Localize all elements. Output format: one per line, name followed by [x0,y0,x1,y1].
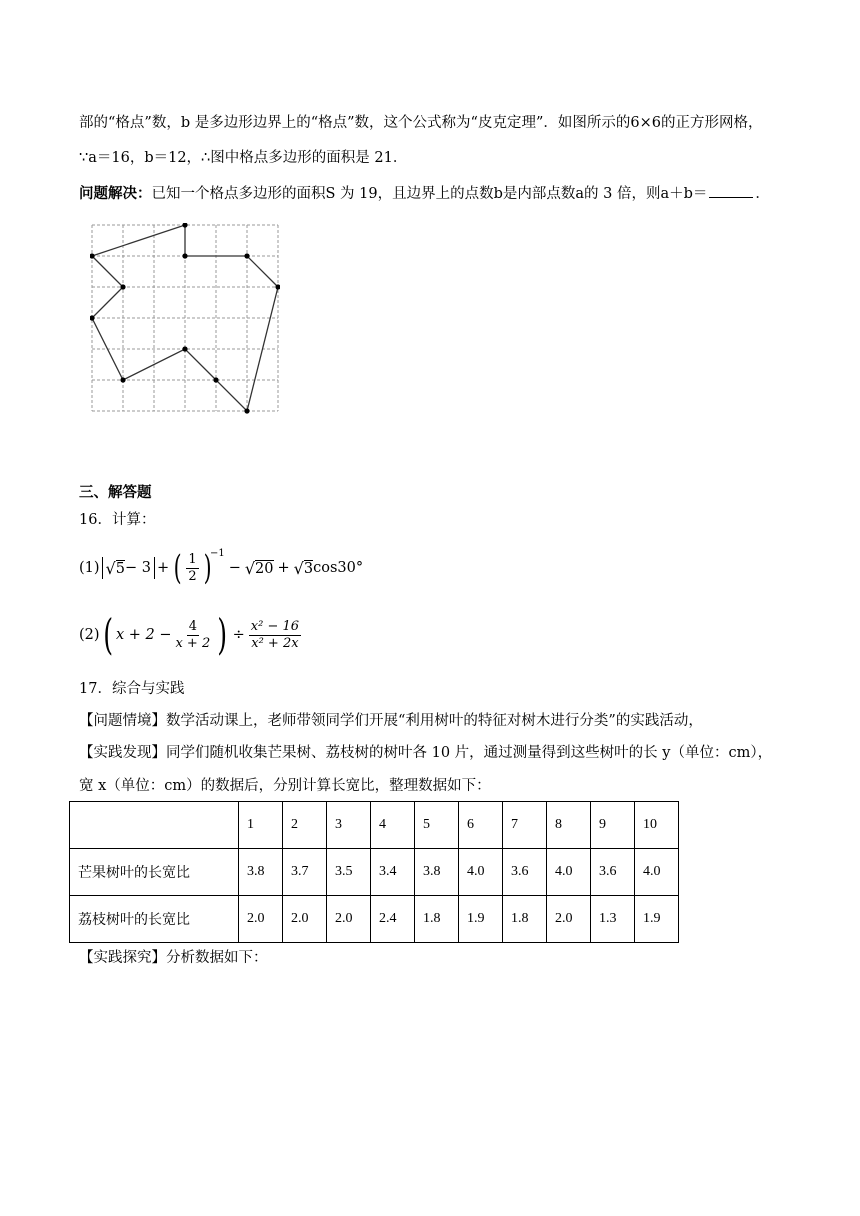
right-paren: ) [217,610,228,659]
table-cell: 3 [327,802,371,849]
q16-part2-index: (2) [79,627,100,643]
lattice-polygon-figure [90,223,280,415]
sqrt5-radicand: 5 [115,560,125,577]
minus-sign: − [228,560,241,576]
rational-fraction [249,620,301,650]
table-cell: 1.3 [591,896,635,943]
table-cell: 3.5 [327,849,371,896]
cos-term: cos30° [313,560,364,576]
table-cell: 1.9 [635,896,679,943]
four-over-x-plus-2 [173,620,212,650]
table-cell: 2.4 [371,896,415,943]
problem-statement [79,182,770,203]
fraction-numerator: x² − 16 [250,618,300,634]
q16-part1-expression: (1) √ 5 − 3 + ( $\frac{1}{2}$ ) −1 − √ 20 + √ 3 cos30° [79,548,364,588]
table-header-row [70,802,679,849]
table-cell: 9 [591,802,635,849]
q17-label: 17．综合与实践 [79,681,185,697]
table-cell: 3.6 [503,849,547,896]
table-cell: 1.9 [459,896,503,943]
q16-part2-expression [79,612,303,658]
lattice-vertex [182,253,187,258]
minus-three: − 3 [124,560,151,576]
sqrt3-radicand: 3 [303,560,314,577]
exponent: −1 [209,548,225,559]
table-cell: 4 [371,802,415,849]
left-paren: ( [173,548,182,588]
table-row [70,896,679,943]
table-cell: 3.8 [239,849,283,896]
table-cell: 3.4 [371,849,415,896]
table-cell: 3.8 [415,849,459,896]
q16-part1-index: (1) [79,560,100,576]
fraction-denominator: 2 [188,568,197,584]
fraction-numerator: 4 [188,618,197,634]
table-cell: 2.0 [547,896,591,943]
table-cell: 2.0 [327,896,371,943]
table-cell: 2.0 [283,896,327,943]
q17-discovery-line-2: 宽 x（单位：cm）的数据后，分别计算长宽比，整理数据如下： [79,778,491,794]
x-plus-2-term: x + 2 − [115,627,172,643]
divide-sign: ÷ [232,627,245,643]
table-cell: 3.7 [283,849,327,896]
intro-line-1: 部的“格点”数，b 是多边形边界上的“格点”数，这个公式称为“皮克定理”．如图所示的6×6的正方形网格， [79,115,763,131]
section-title: 三、解答题 [79,484,152,501]
plus-sign: + [156,560,170,576]
table-cell: 5 [415,802,459,849]
intro-line-2: ∵a＝16，b＝12，∴图中格点多边形的面积是 21． [79,150,408,166]
problem-end: ． [755,186,770,202]
table-cell: 3.6 [591,849,635,896]
half-fraction [186,553,198,583]
lattice-vertex [213,377,218,382]
table-cell: 1.8 [415,896,459,943]
table-cell: 4.0 [635,849,679,896]
lattice-vertex [244,253,249,258]
q16-label: 16．计算： [79,512,156,528]
q17-explore: 【实践探究】分析数据如下： [79,950,268,966]
fraction-denominator: x + 2 [175,635,211,651]
sqrt20-radicand: 20 [255,560,274,577]
table-cell: 1.8 [503,896,547,943]
lattice-vertex [182,223,187,228]
table-row-label: 荔枝树叶的长宽比 [70,896,239,943]
fraction-denominator: x² + 2x [251,635,299,651]
plus-sign-2: + [277,560,290,576]
table-cell: 2.0 [239,896,283,943]
lattice-vertex [120,284,125,289]
table-cell: 2 [283,802,327,849]
answer-blank [709,185,753,198]
abs-value: √ 5 − 3 [102,557,155,579]
q17-situation: 【问题情境】数学活动课上，老师带领同学们开展“利用树叶的特征对树木进行分类”的实践活动， [79,713,703,729]
table-cell: 4.0 [547,849,591,896]
left-paren: ( [102,610,113,659]
table-cell: 4.0 [459,849,503,896]
problem-text: 已知一个格点多边形的面积S 为 19，且边界上的点数b是内部点数a的 3 倍，则a＋b＝ [151,186,708,202]
table-row-label [70,802,239,849]
table-row [70,849,679,896]
lattice-vertex [244,408,249,413]
table-cell: 7 [503,802,547,849]
q17-discovery-line-1: 【实践发现】同学们随机收集芒果树、荔枝树的树叶各 10 片，通过测量得到这些树叶的长 y（单位：cm）， [79,745,773,761]
problem-label: 问题解决： [79,185,152,202]
fraction-numerator: 1 [188,551,197,567]
right-paren: ) [203,548,212,588]
table-cell: 1 [239,802,283,849]
table-cell: 8 [547,802,591,849]
table-cell: 10 [635,802,679,849]
lattice-vertex [182,346,187,351]
table-row-label: 芒果树叶的长宽比 [70,849,239,896]
lattice-vertex [120,377,125,382]
table-cell: 6 [459,802,503,849]
leaf-ratio-table [69,801,679,943]
